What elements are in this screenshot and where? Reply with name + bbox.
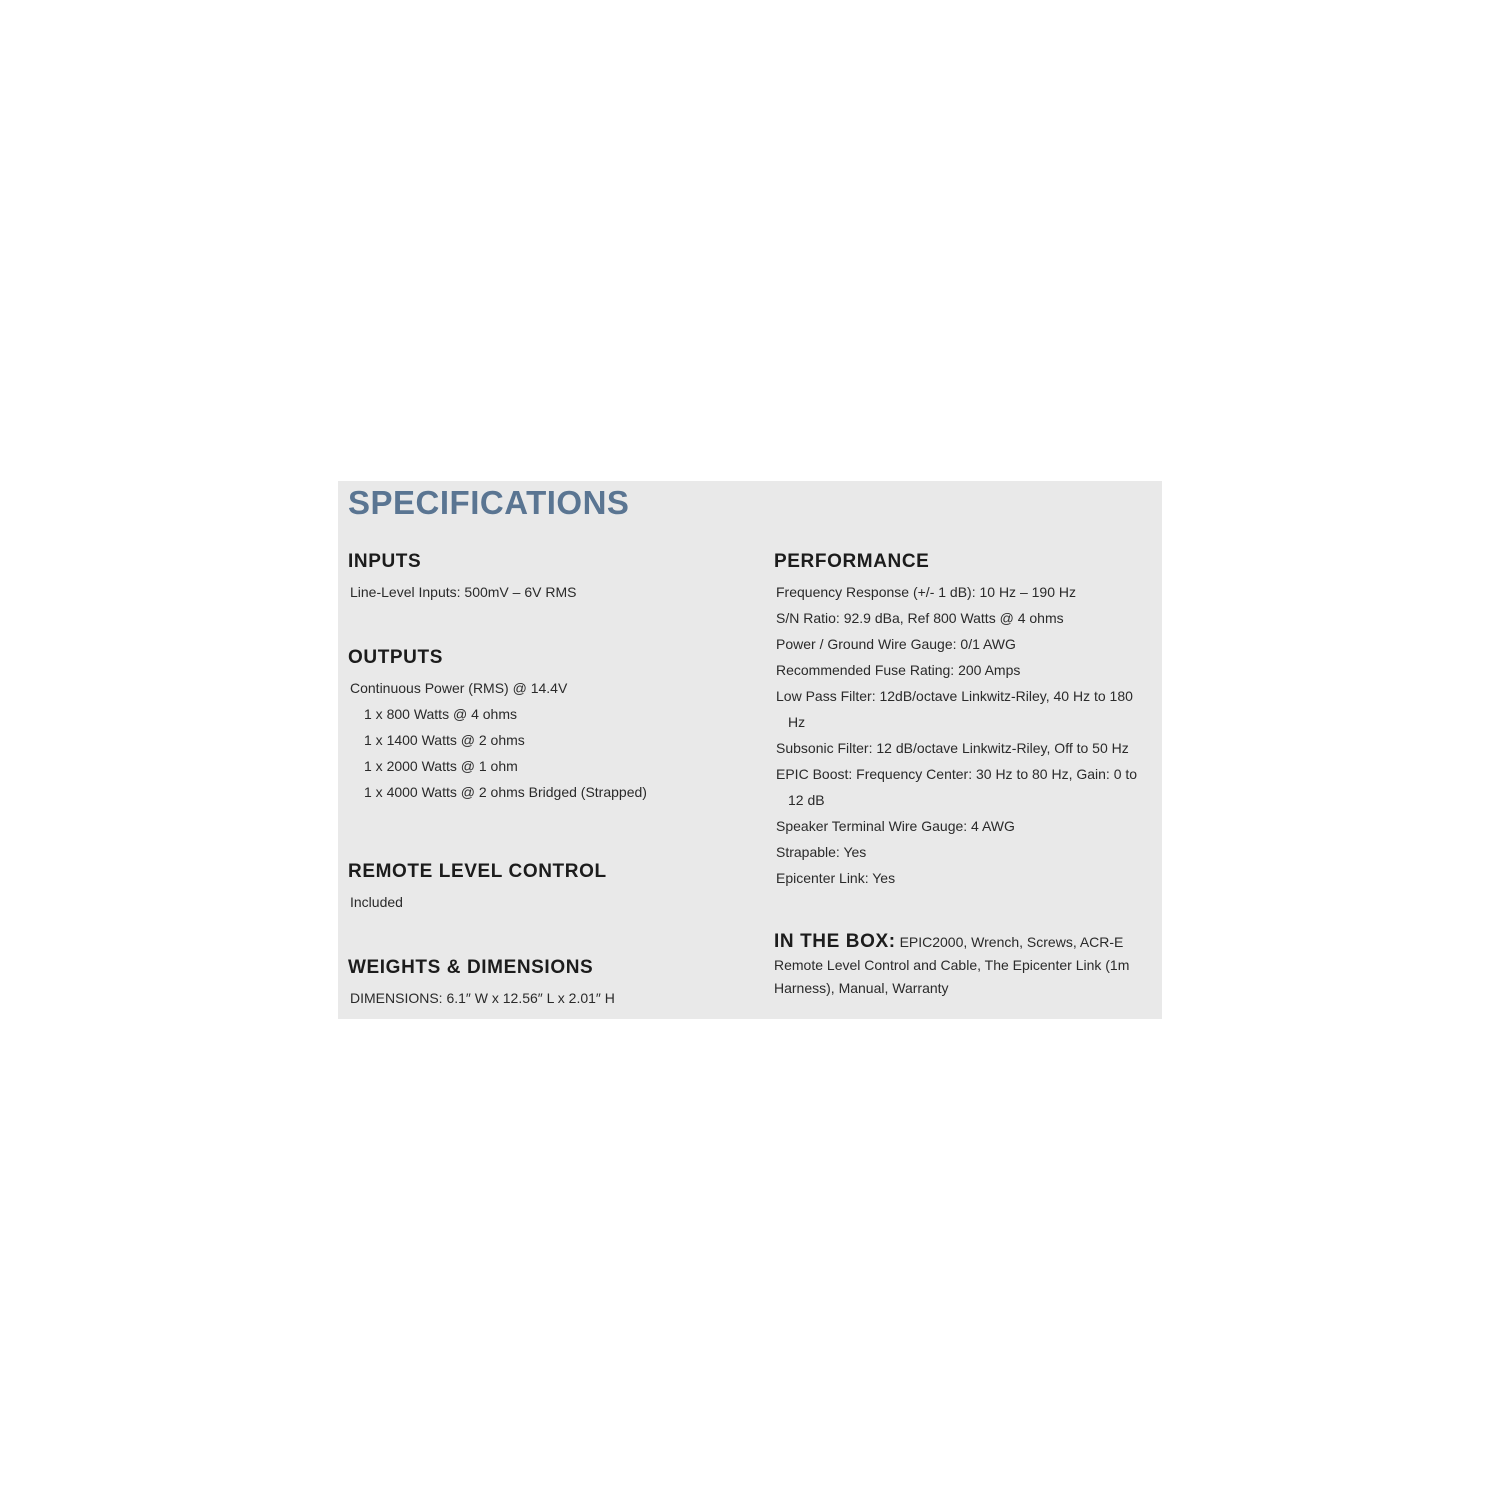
spec-line: Frequency Response (+/- 1 dB): 10 Hz – 190 Hz: [776, 584, 1076, 600]
spec-line: Line-Level Inputs: 500mV – 6V RMS: [350, 584, 577, 600]
performance-list: [774, 579, 1154, 891]
spec-line: Speaker Terminal Wire Gauge: 4 AWG: [776, 818, 1015, 834]
weights-dimensions-heading: WEIGHTS & DIMENSIONS: [348, 957, 594, 978]
spec-line: 1 x 1400 Watts @ 2 ohms: [364, 732, 525, 748]
inputs-list: [348, 579, 748, 605]
in-the-box-paragraph: [774, 930, 1152, 1000]
spec-line: Continuous Power (RMS) @ 14.4V: [350, 680, 568, 696]
spec-line: 1 x 4000 Watts @ 2 ohms Bridged (Strapped): [364, 784, 647, 800]
spec-line-continuation: 12 dB: [788, 792, 825, 808]
page-title: SPECIFICATIONS: [348, 484, 630, 521]
remote-list: [348, 889, 748, 915]
spec-line: EPIC Boost: Frequency Center: 30 Hz to 80 Hz, Gain: 0 to: [776, 766, 1138, 782]
remote-level-control-section: [348, 859, 748, 915]
performance-heading: PERFORMANCE: [774, 551, 930, 572]
spec-line: S/N Ratio: 92.9 dBa, Ref 800 Watts @ 4 ohms: [776, 610, 1064, 626]
specifications-panel: [338, 481, 1162, 1019]
spec-line-continuation: Hz: [788, 714, 806, 730]
spec-line: Subsonic Filter: 12 dB/octave Linkwitz-Riley, Off to 50 Hz: [776, 740, 1129, 756]
spec-line: Included: [350, 894, 403, 910]
outputs-heading: OUTPUTS: [348, 647, 443, 668]
spec-line: DIMENSIONS: 6.1″ W x 12.56″ L x 2.01″ H: [350, 990, 615, 1006]
spec-line: Power / Ground Wire Gauge: 0/1 AWG: [776, 636, 1016, 652]
performance-section: [774, 549, 1154, 891]
in-the-box-text: EPIC2000, Wrench, Screws, ACR-E Remote Level Control and Cable, The Epicenter Link (1m Harness), Manual, Warranty: [774, 934, 1130, 996]
spec-line: 1 x 800 Watts @ 4 ohms: [364, 706, 517, 722]
weights-list: [348, 985, 748, 1011]
in-the-box-label: IN THE BOX:: [774, 931, 896, 952]
spec-line: Low Pass Filter: 12dB/octave Linkwitz-Riley, 40 Hz to 180: [776, 688, 1133, 704]
remote-level-control-heading: REMOTE LEVEL CONTROL: [348, 861, 607, 882]
outputs-section: [348, 645, 748, 805]
spec-line: Epicenter Link: Yes: [776, 870, 896, 886]
spec-line: Strapable: Yes: [776, 844, 867, 860]
inputs-section: [348, 549, 748, 605]
spec-line: Recommended Fuse Rating: 200 Amps: [776, 662, 1021, 678]
spec-line: 1 x 2000 Watts @ 1 ohm: [364, 758, 518, 774]
weights-dimensions-section: [348, 955, 748, 1011]
outputs-list: [348, 675, 748, 805]
inputs-heading: INPUTS: [348, 551, 422, 572]
